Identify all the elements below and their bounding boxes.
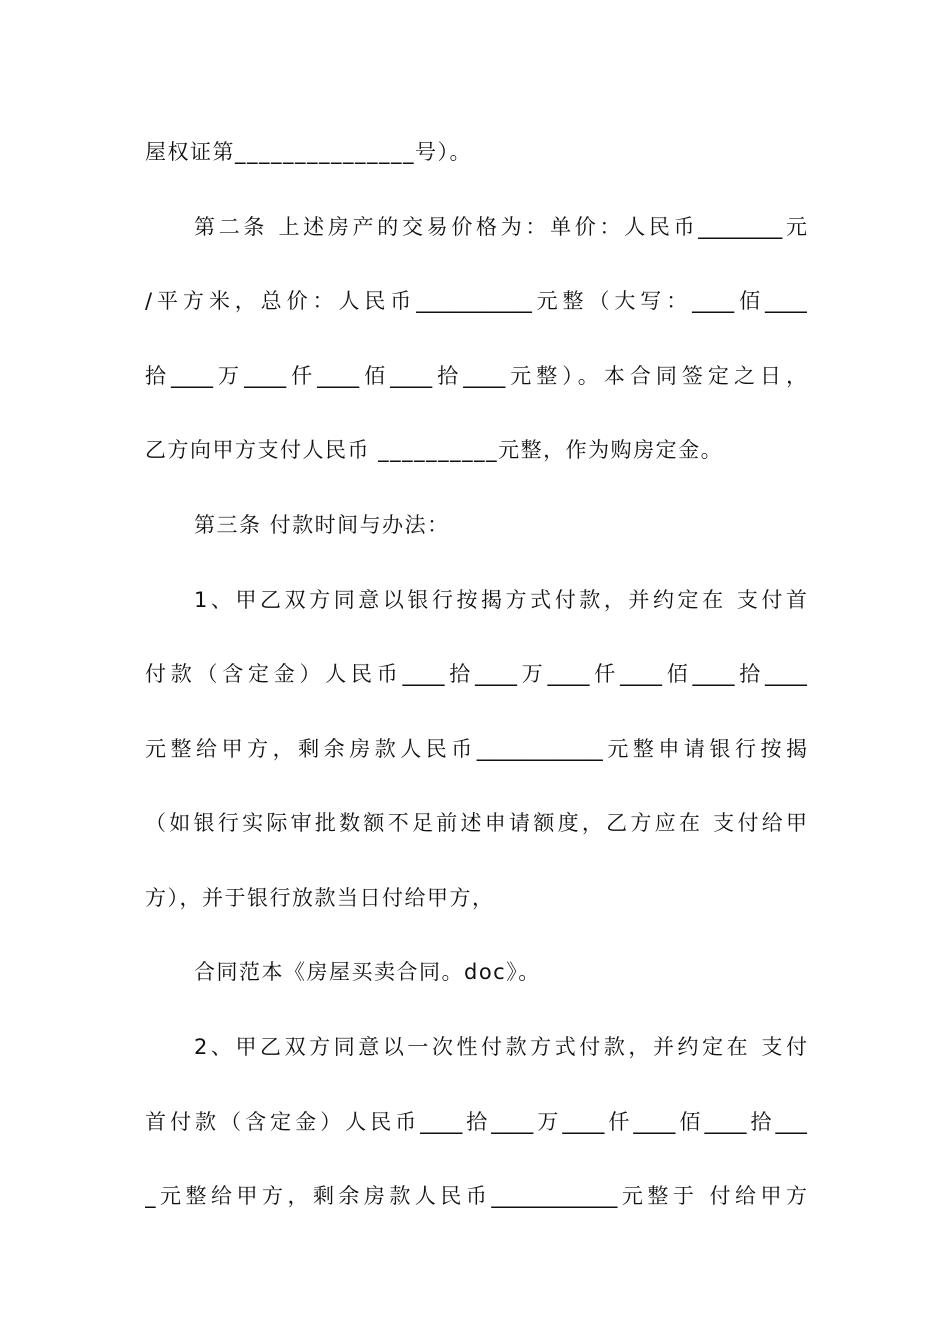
text-line-12: 合同范本《房屋买卖合同。doc》。 [194,960,541,984]
text-line-2: 第二条 上述房产的交易价格为：单价：人民币________元 [194,215,807,239]
text-line-1: 屋权证第_______________号）。 [145,140,472,164]
text-line-13: 2、甲乙双方同意以一次性付款方式付款，并约定在 支付 [194,1035,807,1059]
text-line-9: 元整给甲方，剩余房款人民币____________元整申请银行按揭 [145,737,807,761]
text-line-10: （如银行实际审批数额不足前述申请额度，乙方应在 支付给甲 [145,811,807,835]
text-line-7: 1、甲乙双方同意以银行按揭方式付款，并约定在 支付首 [194,588,807,612]
text-line-8: 付款（含定金）人民币____拾____万____仟____佰____拾____ [145,662,807,686]
text-line-5: 乙方向甲方支付人民币 __________元整，作为购房定金。 [145,438,724,462]
text-line-15: _元整给甲方，剩余房款人民币____________元整于 付给甲方 [145,1184,807,1208]
text-line-6: 第三条 付款时间与办法： [194,513,450,537]
text-line-11: 方），并于银行放款当日付给甲方， [145,886,495,910]
text-line-3: /平方米，总价：人民币___________元整（大写：____佰____ [145,289,807,313]
text-line-4: 拾____万____仟____佰____拾____元整）。本合同签定之日， [145,364,807,388]
text-line-14: 首付款（含定金）人民币____拾____万____仟____佰____拾___ [145,1110,807,1134]
